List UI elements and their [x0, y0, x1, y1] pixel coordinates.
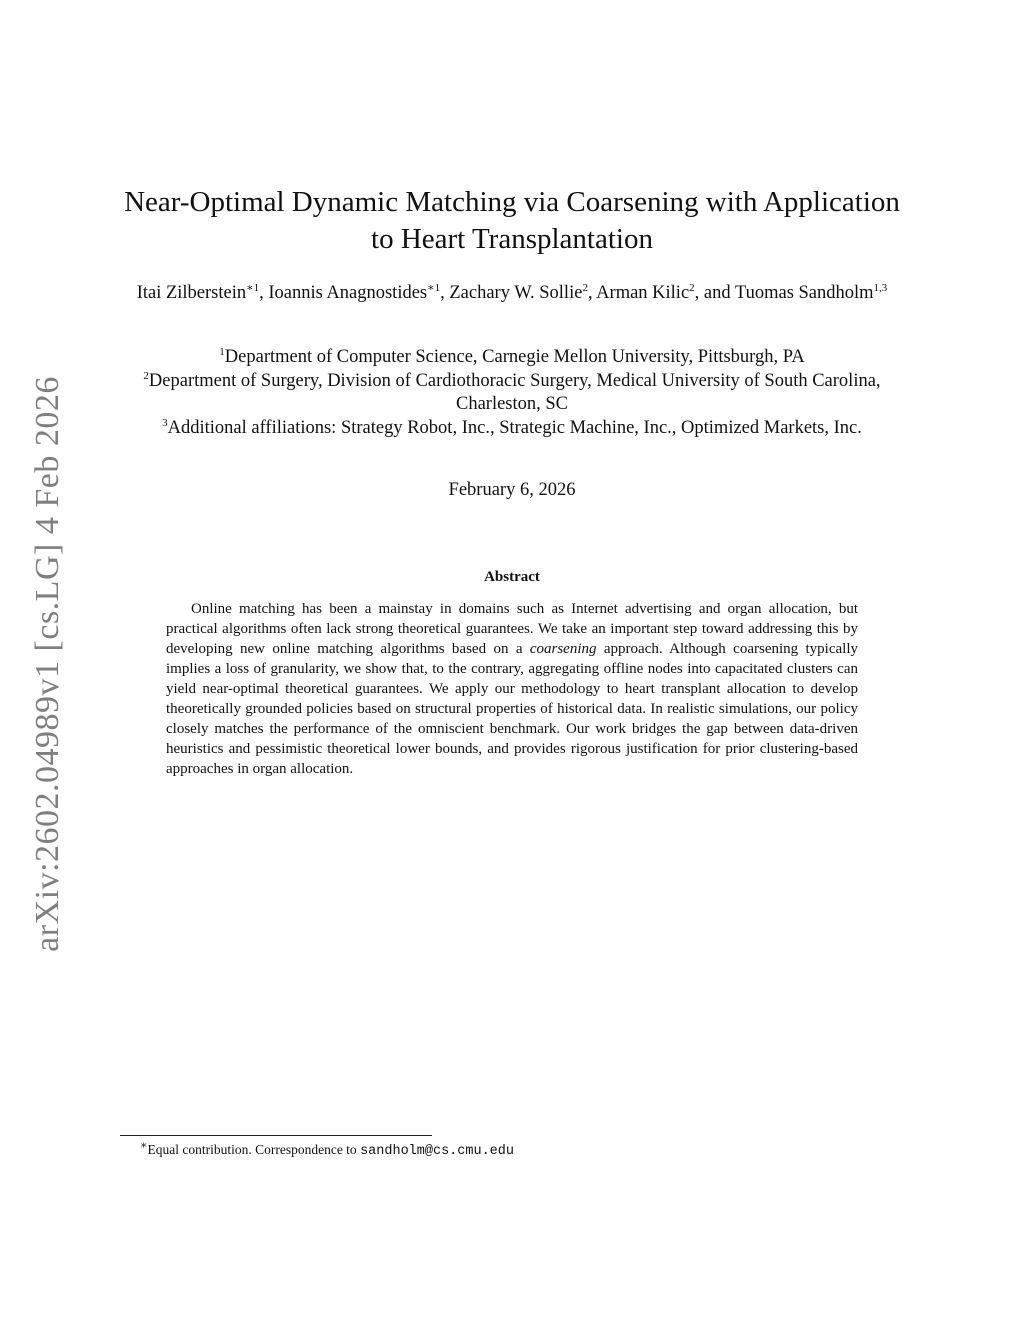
author-name: Zachary W. Sollie	[449, 283, 583, 303]
affiliation-mark: 2	[143, 369, 149, 382]
author-name: Ioannis Anagnostides	[268, 283, 428, 303]
affiliation-item	[112, 417, 912, 441]
author-separator: ,	[587, 283, 597, 303]
paper-title: Near-Optimal Dynamic Matching via Coarsening with Application to Heart Transplantation	[124, 186, 900, 255]
author-separator: ,	[440, 283, 450, 303]
author-affiliation-mark: 2	[689, 281, 695, 294]
footnote-divider	[120, 1135, 432, 1136]
footnote-mark: ∗	[140, 1139, 148, 1152]
affiliation-mark: 1	[219, 345, 225, 358]
abstract-emphasis: coarsening	[529, 641, 597, 657]
affiliation-mark: 3	[162, 416, 168, 429]
footnote-text: Equal contribution. Correspondence to	[147, 1142, 361, 1157]
footnote	[140, 1141, 514, 1161]
abstract-body	[166, 599, 858, 779]
affiliation-text: Additional affiliations: Strategy Robot, Inc., Strategic Machine, Inc., Optimized Markets, Inc.	[167, 417, 862, 438]
author-name: Arman Kilic	[596, 283, 690, 303]
author-affiliation-mark: 1,3	[873, 281, 888, 294]
affiliation-list	[112, 346, 912, 440]
author-list	[130, 281, 894, 305]
author-name: Tuomas Sandholm	[734, 283, 874, 303]
publication-date: February 6, 2026	[448, 480, 576, 500]
correspondence-email[interactable]: sandholm@cs.cmu.edu	[360, 1144, 514, 1159]
author-affiliation-mark: 2	[582, 281, 588, 294]
author-affiliation-mark: ∗1	[427, 281, 441, 294]
affiliation-text: Department of Computer Science, Carnegie Mellon University, Pittsburgh, PA	[224, 347, 805, 367]
affiliation-text: Department of Surgery, Division of Cardiothoracic Surgery, Medical University of South Carolina, Charleston, SC	[148, 370, 881, 414]
author-separator: ,	[259, 283, 269, 303]
abstract-text: approach. Although coarsening typically implies a loss of granularity, we show that, to the contrary, aggregating offline nodes into capacitated clusters can yield near-optimal theoretical guarantees. We apply our methodology to heart transplant allocation to develop theoretically grounded policies based on structural properties of historical data. In realistic simulations, our policy closely matches the performance of the omniscient benchmark. Our work bridges the gap between data-driven heuristics and pessimistic theoretical lower bounds, and provides rigorous justification for prior clustering-based approaches in organ allocation.	[166, 641, 858, 777]
author-affiliation-mark: ∗1	[246, 281, 260, 294]
abstract-heading: Abstract	[484, 569, 540, 585]
arxiv-identifier-stamp: arXiv:2602.04989v1 [cs.LG] 4 Feb 2026	[29, 376, 66, 952]
affiliation-item	[112, 370, 912, 417]
affiliation-item	[112, 346, 912, 370]
abstract-text: Online matching has been a mainstay in domains such as Internet advertising and organ allocation, but practical algorithms often lack strong theoretical guarantees. We take an important step toward addressing this by developing new online matching algorithms based on a	[166, 601, 858, 657]
author-separator: , and	[694, 283, 735, 303]
author-name: Itai Zilberstein	[136, 283, 247, 303]
